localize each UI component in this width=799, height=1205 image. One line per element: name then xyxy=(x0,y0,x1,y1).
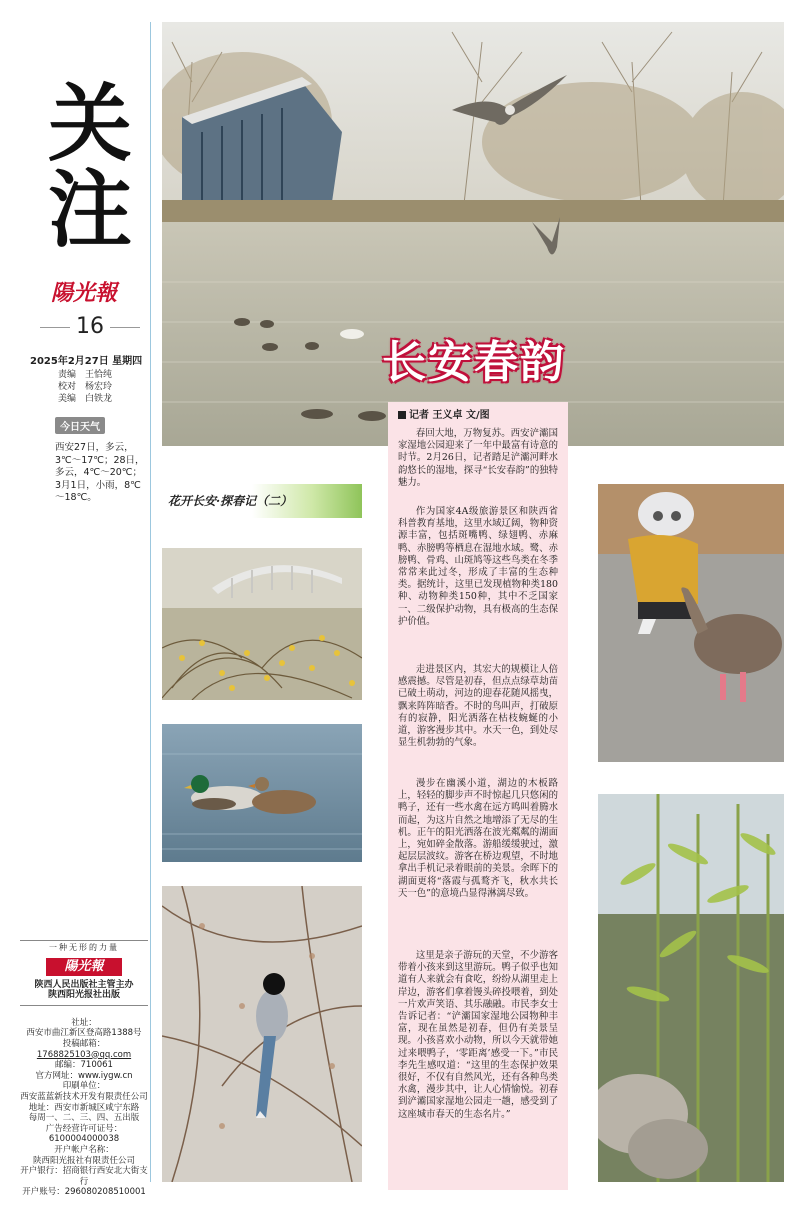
article-paragraph: 这里是亲子游玩的天堂，不少游客带着小孩来到这里游玩。鸭子似乎也知道有人来就会有食吃，纷纷从湖里走上岸边，游客们拿着馒头碎投喂着，到处一片欢声笑语、其乐融融。市民李女士告诉记者：“浐灞国家湿地公园物种丰富，现在虽然是初春，但仍有美景呈现。小孩喜欢小动物，所以今天就带她过来喂鸭子，‘零距离’感受一下。”市民李先生感叹道：“这里的生态保护效果很好，不仅有自然风光，还有各种鸟类水禽，漫步其中，让人心情愉悦。初春到浐灞国家湿地公园走一趟，感受到了这座城市春天的生态名片。” xyxy=(398,950,558,1120)
weather-label: 今日天气 xyxy=(55,417,105,434)
slogan: 一种无形的力量 xyxy=(20,940,148,954)
footer-line: 地址：西安市新城区咸宁东路 xyxy=(28,1102,140,1113)
photo-ducks xyxy=(162,724,362,862)
footer-line: 社址： xyxy=(71,1017,97,1028)
footer-line: 印刷单位： xyxy=(62,1081,106,1092)
section-title-char-1: 关 xyxy=(47,74,132,173)
footer-line: 邮编：710061 xyxy=(55,1060,113,1071)
publisher-info xyxy=(20,940,148,1198)
footer-line: 开户账号：296080208510001 xyxy=(22,1187,146,1198)
series-banner xyxy=(162,484,362,518)
footer-line: 开户帐户名称： xyxy=(54,1144,114,1155)
byline-text: 记者 王义卓 文/图 xyxy=(409,410,490,421)
art-credit: 美编 白铁龙 xyxy=(58,394,113,404)
page-number: 16 xyxy=(40,314,140,339)
column-divider xyxy=(150,22,151,1182)
org-line-2: 陕西阳光报社出版 xyxy=(20,990,148,1006)
footer-line: 每周一、二、三、四、五出版 xyxy=(28,1113,140,1124)
footer-website[interactable]: 官方网址：www.iygw.cn xyxy=(35,1070,133,1081)
photo-jasmine-bridge xyxy=(162,548,362,700)
series-title: 花开长安·探春记（二） xyxy=(168,494,293,508)
paper-logo: 陽光報 xyxy=(50,280,117,306)
article-paragraph: 漫步在幽溪小道，湖边的木板路上，轻轻的脚步声不时惊起几只悠闲的鸭子，还有一些水禽在远方鸣叫着腾水而起，为这片自然之地增添了无尽的生机。正午的阳光洒落在波光粼粼的湖面上，宛如碎金散落。游船缓缓驶过，激起层层波纹。游客在桥边观望，不时地拿出手机记录着眼前的美景。余晖下的湖面更将“落霞与孤鹜齐飞，秋水共长天一色”的意境凸显得淋漓尽致。 xyxy=(398,778,558,899)
issue-date: 2025年2月27日 星期四 xyxy=(30,356,143,367)
footer-email[interactable]: 1768825103@qq.com xyxy=(36,1049,132,1060)
footer-line: 陕西阳光报社有限责任公司 xyxy=(32,1155,135,1166)
footer-line: 西安蓝蓝新技术开发有限责任公司 xyxy=(20,1091,148,1102)
byline xyxy=(398,406,490,421)
article-paragraph: 作为国家4A级旅游景区和陕西省科普教育基地，这里水域辽阔，物种资源丰富，包括斑嘴鸭、绿翅鸭、赤麻鸭、赤膀鸭等栖息在湿地水域。鹭、赤膀鸭、骨鸡、山斑鸠等这些鸟类在冬季常常来此过冬，形成了丰富的生态种类。据统计，这里已发现植物种类180种、动物种类150种，其中不乏国家一、二级保护动物，具有极高的生态保护价值。 xyxy=(398,506,558,627)
footer-logo: 陽光報 xyxy=(46,958,122,976)
photo-child-goose xyxy=(598,484,784,762)
photo-azure-magpie xyxy=(162,886,362,1182)
article-headline: 长安春韵 xyxy=(382,337,566,388)
photo-bamboo-rocks xyxy=(598,794,784,1182)
footer-line: 西安市曲江新区登高路1388号 xyxy=(26,1028,142,1039)
footer-line: 开户银行：招商银行西安北大街支行 xyxy=(20,1166,148,1187)
org-line-1: 陕西人民出版社主管主办 xyxy=(34,979,134,990)
section-title-char-2: 注 xyxy=(47,160,132,259)
footer-line: 广告经营许可证号： xyxy=(45,1123,123,1134)
footer-line: 投稿邮箱： xyxy=(62,1038,106,1049)
footer-line: 6100004000038 xyxy=(48,1134,120,1145)
article-paragraph: 春回大地，万物复苏。西安浐灞国家湿地公园迎来了一年中最富有诗意的时节。2月26日，记者踏足浐灞河畔水韵悠长的湿地，探寻“长安春韵”的独特魅力。 xyxy=(398,428,558,488)
proof-credit: 校对 杨宏玲 xyxy=(58,382,113,392)
editor-credit: 责编 王恰纯 xyxy=(58,370,113,380)
weather-text: 西安27日，多云，3℃～17℃；28日，多云，4℃～20℃；3月1日，小雨，8℃～18℃。 xyxy=(55,442,145,503)
article-paragraph: 走进景区内，其宏大的规模让人倍感震撼。尽管是初春，但点点绿草劫苗已破土萌动，河边的迎春花随风摇曳，飘来阵阵暗香。不时的鸟叫声，打破原有的寂静，阳光洒落在枯枝蜿蜒的小道，游客漫步其中。水天一色，到处尽显生机勃勃的气象。 xyxy=(398,664,558,749)
